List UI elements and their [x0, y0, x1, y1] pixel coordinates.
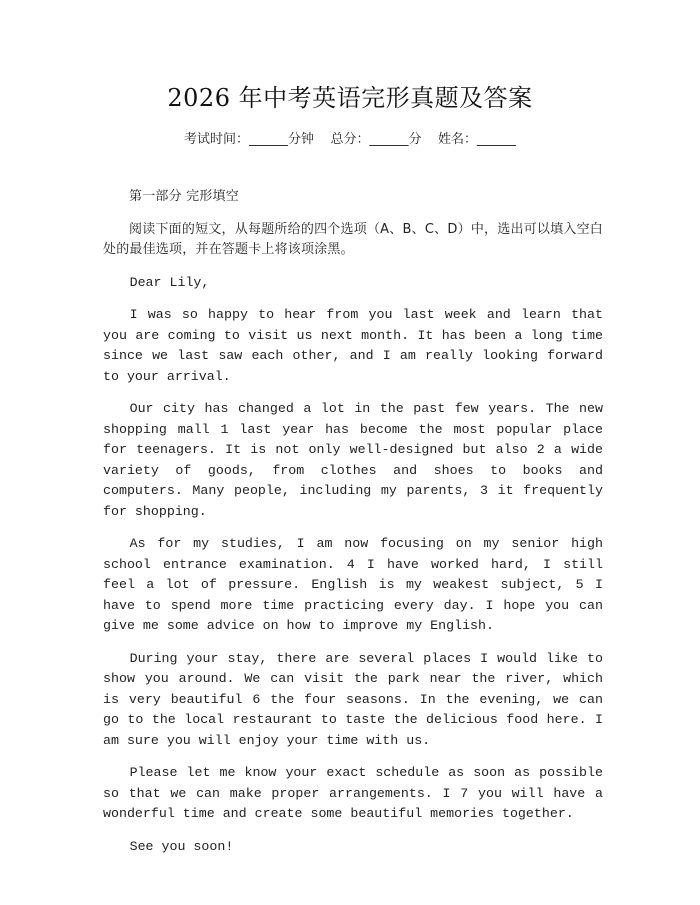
letter-paragraph: Our city has changed a lot in the past few years. The new shopping mall 1 last year has become the most popular place for teenagers. It is not only well-designed but also 2 a wide variety of goods, from clothes and shoes to books and computers. Many people, including my parents, 3 it frequently for shopping. [103, 401, 603, 519]
section-heading: 第一部分 完形填空 [129, 189, 239, 204]
exam-info-line: 考试时间：______分钟 总分：______分 姓名：______ [183, 132, 517, 147]
letter-salutation: Dear Lily, [129, 274, 210, 290]
letter-paragraph: During your stay, there are several places I would like to show you around. We can visit the park near the river, which is very beautiful 6 the four seasons. In the evening, we can go to the local restaurant to taste the delicious food here. I am sure you will enjoy your time with us. [103, 650, 603, 748]
page-title: 2026 年中考英语完形真题及答案 [167, 84, 533, 112]
letter-paragraph: As for my studies, I am now focusing on my senior high school entrance examination. 4 I have worked hard, I still feel a lot of pressure. English is my weakest subject, 5 I have to spend more time practicing every day. I hope you can give me some advice on how to improve my English. [103, 536, 603, 633]
instructions-paragraph: 阅读下面的短文，从每题所给的四个选项（A、B、C、D）中，选出可以填入空白处的最佳选项，并在答题卡上将该项涂黑。 [103, 221, 603, 257]
letter-paragraph: Please let me know your exact schedule as soon as possible so that we can make proper arrangements. I 7 you will have a wonderful time and create some beautiful memories together. [103, 765, 603, 821]
letter-closing: See you soon! [129, 838, 234, 854]
document-body [103, 187, 603, 869]
letter-paragraph: I was so happy to hear from you last week and learn that you are coming to visit us next month. It has been a long time since we last saw each other, and I am really looking forward to your arrival. [103, 307, 603, 384]
